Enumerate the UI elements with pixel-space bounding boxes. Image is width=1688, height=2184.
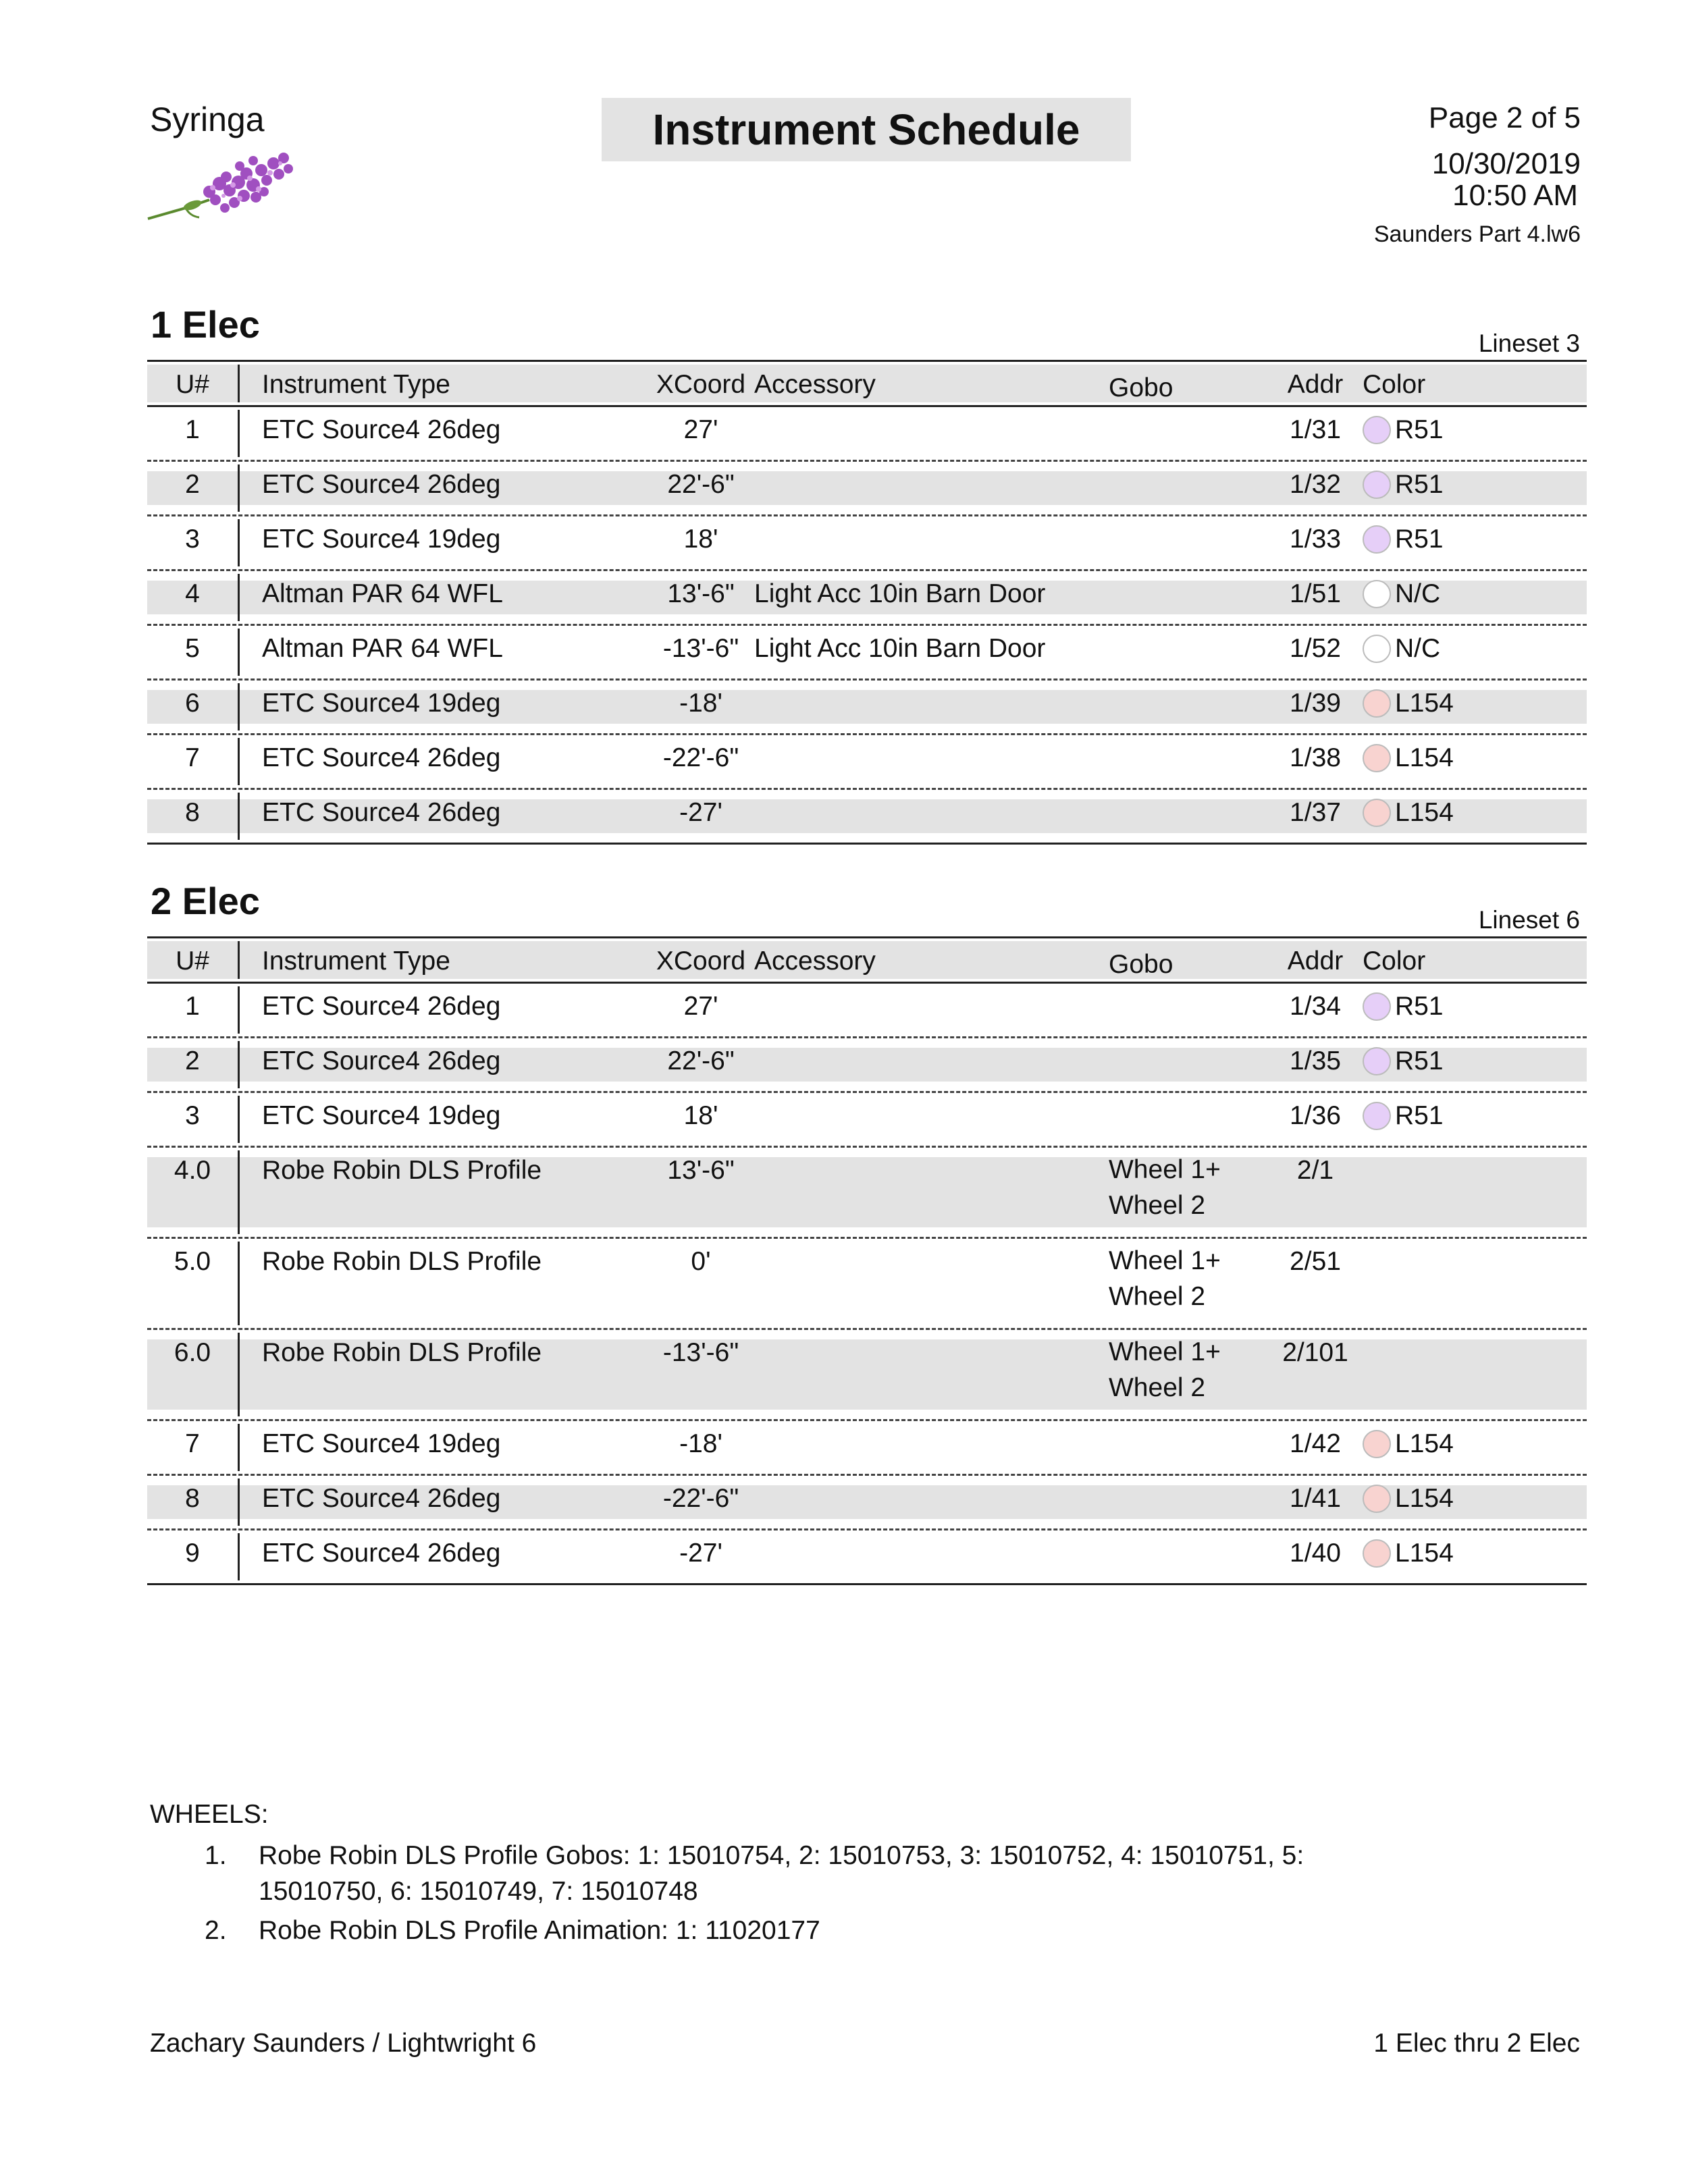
- color-name: R51: [1395, 525, 1444, 554]
- table-row: [147, 984, 1587, 1038]
- instrument-type: ETC Source4 26deg: [262, 415, 501, 444]
- x-coord: -18': [679, 1429, 722, 1458]
- lineset-label: Lineset 3: [1478, 329, 1580, 357]
- unit-number: 4.0: [174, 1156, 211, 1185]
- x-coord: -22'-6": [662, 1484, 739, 1513]
- dmx-address: 1/37: [1290, 798, 1341, 827]
- color: [1363, 525, 1444, 554]
- note-item: [150, 1838, 1365, 1909]
- column-divider: [238, 1479, 240, 1526]
- column-divider: [238, 1096, 240, 1143]
- color-name: R51: [1395, 470, 1444, 499]
- lineset-label: Lineset 6: [1478, 906, 1580, 934]
- column-divider: [238, 793, 240, 840]
- column-divider: [238, 1150, 240, 1234]
- table-row: [147, 571, 1587, 626]
- color-name: N/C: [1395, 579, 1441, 608]
- table-row: [147, 1148, 1587, 1239]
- instrument-type: ETC Source4 26deg: [262, 470, 501, 499]
- gobo-line: Wheel 1+: [1109, 1246, 1221, 1275]
- dmx-address: 2/51: [1290, 1247, 1341, 1276]
- table-row: [147, 681, 1587, 735]
- header-color: Color: [1363, 370, 1426, 399]
- instrument-type: ETC Source4 26deg: [262, 1539, 501, 1568]
- header-unit: U#: [176, 370, 209, 399]
- header-addr: Addr: [1287, 370, 1344, 399]
- instrument-type: ETC Source4 19deg: [262, 1429, 501, 1458]
- x-coord: 22'-6": [667, 470, 735, 499]
- color: [1363, 1429, 1454, 1459]
- note-number: 2.: [205, 1916, 227, 1945]
- color-name: R51: [1395, 1046, 1444, 1075]
- table-row: [147, 462, 1587, 516]
- gobo: [1109, 1152, 1221, 1223]
- gobo-line: Wheel 2: [1109, 1191, 1206, 1220]
- table-row: [147, 516, 1587, 571]
- x-coord: -13'-6": [662, 634, 739, 663]
- column-divider: [238, 683, 240, 730]
- unit-number: 7: [185, 1429, 200, 1458]
- color-name: R51: [1395, 1101, 1444, 1130]
- color-name: L154: [1395, 1484, 1454, 1513]
- instrument-type: Altman PAR 64 WFL: [262, 579, 503, 608]
- instrument-type: ETC Source4 26deg: [262, 992, 501, 1021]
- x-coord: 27': [683, 415, 718, 444]
- unit-number: 6.0: [174, 1338, 211, 1367]
- color-swatch-icon: [1363, 471, 1391, 499]
- x-coord: -27': [679, 1539, 722, 1568]
- color-swatch-icon: [1363, 689, 1391, 718]
- x-coord: 0': [691, 1247, 711, 1276]
- column-divider: [238, 410, 240, 457]
- table-row: [147, 1093, 1587, 1148]
- table-header: [147, 360, 1587, 407]
- instrument-type: Robe Robin DLS Profile: [262, 1247, 542, 1276]
- column-divider: [238, 464, 240, 512]
- table-row: [147, 1421, 1587, 1476]
- unit-number: 3: [185, 1101, 200, 1130]
- color-name: L154: [1395, 798, 1454, 827]
- color-name: L154: [1395, 743, 1454, 772]
- dmx-address: 1/32: [1290, 470, 1341, 499]
- instrument-type: ETC Source4 26deg: [262, 1484, 501, 1513]
- instrument-type: Robe Robin DLS Profile: [262, 1156, 542, 1185]
- color-name: R51: [1395, 415, 1444, 444]
- color: [1363, 579, 1440, 609]
- dmx-address: 1/36: [1290, 1101, 1341, 1130]
- x-coord: -22'-6": [662, 743, 739, 772]
- color-swatch-icon: [1363, 1539, 1391, 1568]
- column-divider: [238, 365, 240, 402]
- report-date: 10/30/2019: [1431, 147, 1581, 180]
- column-divider: [238, 519, 240, 566]
- x-coord: 27': [683, 992, 718, 1021]
- lilac-flower-icon: [145, 143, 304, 231]
- column-divider: [238, 1041, 240, 1088]
- dmx-address: 2/1: [1296, 1156, 1334, 1185]
- report-time: 10:50 AM: [1452, 179, 1578, 212]
- unit-number: 3: [185, 525, 200, 554]
- color: [1363, 415, 1444, 445]
- column-divider: [238, 1333, 240, 1416]
- section-title: 1 Elec: [151, 303, 260, 346]
- header-unit: U#: [176, 947, 209, 976]
- instrument-table: [147, 936, 1587, 1585]
- color: [1363, 798, 1454, 828]
- dmx-address: 1/52: [1290, 634, 1341, 663]
- table-row: [147, 1530, 1587, 1585]
- color: [1363, 1539, 1454, 1568]
- page-title: Instrument Schedule: [602, 98, 1131, 161]
- file-name: Saunders Part 4.lw6: [1373, 221, 1581, 247]
- column-divider: [238, 1533, 240, 1580]
- header-xcoord: XCoord: [656, 370, 746, 399]
- color: [1363, 634, 1440, 664]
- header-addr: Addr: [1287, 947, 1344, 976]
- instrument-type: ETC Source4 26deg: [262, 743, 501, 772]
- color: [1363, 992, 1444, 1021]
- note-item: [150, 1913, 1365, 1948]
- dmx-address: 1/38: [1290, 743, 1341, 772]
- header-gobo: Gobo: [1109, 950, 1173, 979]
- color-swatch-icon: [1363, 635, 1391, 663]
- note-number: 1.: [205, 1841, 227, 1870]
- header-type: Instrument Type: [262, 947, 450, 976]
- color: [1363, 1484, 1454, 1514]
- table-row: [147, 1239, 1587, 1330]
- table-row: [147, 626, 1587, 681]
- dmx-address: 1/39: [1290, 689, 1341, 718]
- unit-number: 7: [185, 743, 200, 772]
- instrument-type: ETC Source4 19deg: [262, 1101, 501, 1130]
- color-name: L154: [1395, 689, 1454, 718]
- unit-number: 4: [185, 579, 200, 608]
- header-type: Instrument Type: [262, 370, 450, 399]
- unit-number: 2: [185, 470, 200, 499]
- dmx-address: 1/51: [1290, 579, 1341, 608]
- header-accessory: Accessory: [754, 370, 876, 399]
- color-swatch-icon: [1363, 1102, 1391, 1130]
- gobo: [1109, 1334, 1221, 1406]
- dmx-address: 1/42: [1290, 1429, 1341, 1458]
- table-header: [147, 936, 1587, 984]
- unit-number: 9: [185, 1539, 200, 1568]
- dmx-address: 2/101: [1282, 1338, 1348, 1367]
- dmx-address: 1/35: [1290, 1046, 1341, 1075]
- x-coord: 22'-6": [667, 1046, 735, 1075]
- color-swatch-icon: [1363, 1047, 1391, 1075]
- notes-list: [150, 1838, 1365, 1952]
- unit-number: 2: [185, 1046, 200, 1075]
- color: [1363, 470, 1444, 500]
- instrument-type: Robe Robin DLS Profile: [262, 1338, 542, 1367]
- color: [1363, 743, 1454, 773]
- color-swatch-icon: [1363, 744, 1391, 772]
- header-gobo: Gobo: [1109, 373, 1173, 402]
- instrument-type: ETC Source4 19deg: [262, 525, 501, 554]
- column-divider: [238, 1242, 240, 1325]
- notes-heading: WHEELS:: [150, 1800, 269, 1829]
- color-name: L154: [1395, 1429, 1454, 1458]
- table-row: [147, 790, 1587, 845]
- color-swatch-icon: [1363, 799, 1391, 827]
- x-coord: 13'-6": [667, 1156, 735, 1185]
- table-row: [147, 1476, 1587, 1530]
- instrument-type: ETC Source4 19deg: [262, 689, 501, 718]
- footer-author: Zachary Saunders / Lightwright 6: [150, 2029, 537, 2058]
- unit-number: 1: [185, 415, 200, 444]
- note-text: Robe Robin DLS Profile Gobos: 1: 15010754, 2: 15010753, 3: 15010752, 4: 15010751, 5: 15010750, 6: 15010749, 7: 15010748: [259, 1841, 1304, 1906]
- note-text: Robe Robin DLS Profile Animation: 1: 11020177: [259, 1916, 820, 1945]
- gobo-line: Wheel 2: [1109, 1373, 1206, 1402]
- column-divider: [238, 986, 240, 1034]
- unit-number: 5.0: [174, 1247, 211, 1276]
- table-row: [147, 1330, 1587, 1421]
- color: [1363, 1101, 1444, 1131]
- x-coord: -27': [679, 798, 722, 827]
- dmx-address: 1/40: [1290, 1539, 1341, 1568]
- dmx-address: 1/33: [1290, 525, 1341, 554]
- instrument-type: Altman PAR 64 WFL: [262, 634, 503, 663]
- unit-number: 6: [185, 689, 200, 718]
- header-xcoord: XCoord: [656, 947, 746, 976]
- dmx-address: 1/31: [1290, 415, 1341, 444]
- column-divider: [238, 574, 240, 621]
- show-name: Syringa: [150, 101, 265, 138]
- gobo: [1109, 1243, 1221, 1314]
- header-accessory: Accessory: [754, 947, 876, 976]
- x-coord: -18': [679, 689, 722, 718]
- color-swatch-icon: [1363, 992, 1391, 1021]
- section-title: 2 Elec: [151, 880, 260, 922]
- accessory: Light Acc 10in Barn Door: [754, 634, 1046, 663]
- gobo-line: Wheel 1+: [1109, 1337, 1221, 1366]
- instrument-type: ETC Source4 26deg: [262, 798, 501, 827]
- color-swatch-icon: [1363, 416, 1391, 444]
- column-divider: [238, 629, 240, 676]
- gobo-line: Wheel 2: [1109, 1282, 1206, 1311]
- x-coord: 13'-6": [667, 579, 735, 608]
- accessory: Light Acc 10in Barn Door: [754, 579, 1046, 608]
- column-divider: [238, 738, 240, 785]
- unit-number: 1: [185, 992, 200, 1021]
- column-divider: [238, 941, 240, 979]
- color: [1363, 1046, 1444, 1076]
- table-row: [147, 1038, 1587, 1093]
- dmx-address: 1/41: [1290, 1484, 1341, 1513]
- instrument-table: [147, 360, 1587, 845]
- color-swatch-icon: [1363, 580, 1391, 608]
- x-coord: -13'-6": [662, 1338, 739, 1367]
- color-name: L154: [1395, 1539, 1454, 1568]
- header-color: Color: [1363, 947, 1426, 976]
- footer-range: 1 Elec thru 2 Elec: [1373, 2029, 1580, 2058]
- color-name: N/C: [1395, 634, 1441, 663]
- table-row: [147, 407, 1587, 462]
- color: [1363, 689, 1454, 718]
- gobo-line: Wheel 1+: [1109, 1155, 1221, 1184]
- color-swatch-icon: [1363, 1430, 1391, 1458]
- x-coord: 18': [683, 525, 718, 554]
- x-coord: 18': [683, 1101, 718, 1130]
- unit-number: 8: [185, 1484, 200, 1513]
- color-swatch-icon: [1363, 525, 1391, 554]
- page-number: Page 2 of 5: [1428, 101, 1581, 134]
- table-row: [147, 735, 1587, 790]
- dmx-address: 1/34: [1290, 992, 1341, 1021]
- color-name: R51: [1395, 992, 1444, 1021]
- instrument-type: ETC Source4 26deg: [262, 1046, 501, 1075]
- column-divider: [238, 1424, 240, 1471]
- unit-number: 5: [185, 634, 200, 663]
- color-swatch-icon: [1363, 1485, 1391, 1513]
- unit-number: 8: [185, 798, 200, 827]
